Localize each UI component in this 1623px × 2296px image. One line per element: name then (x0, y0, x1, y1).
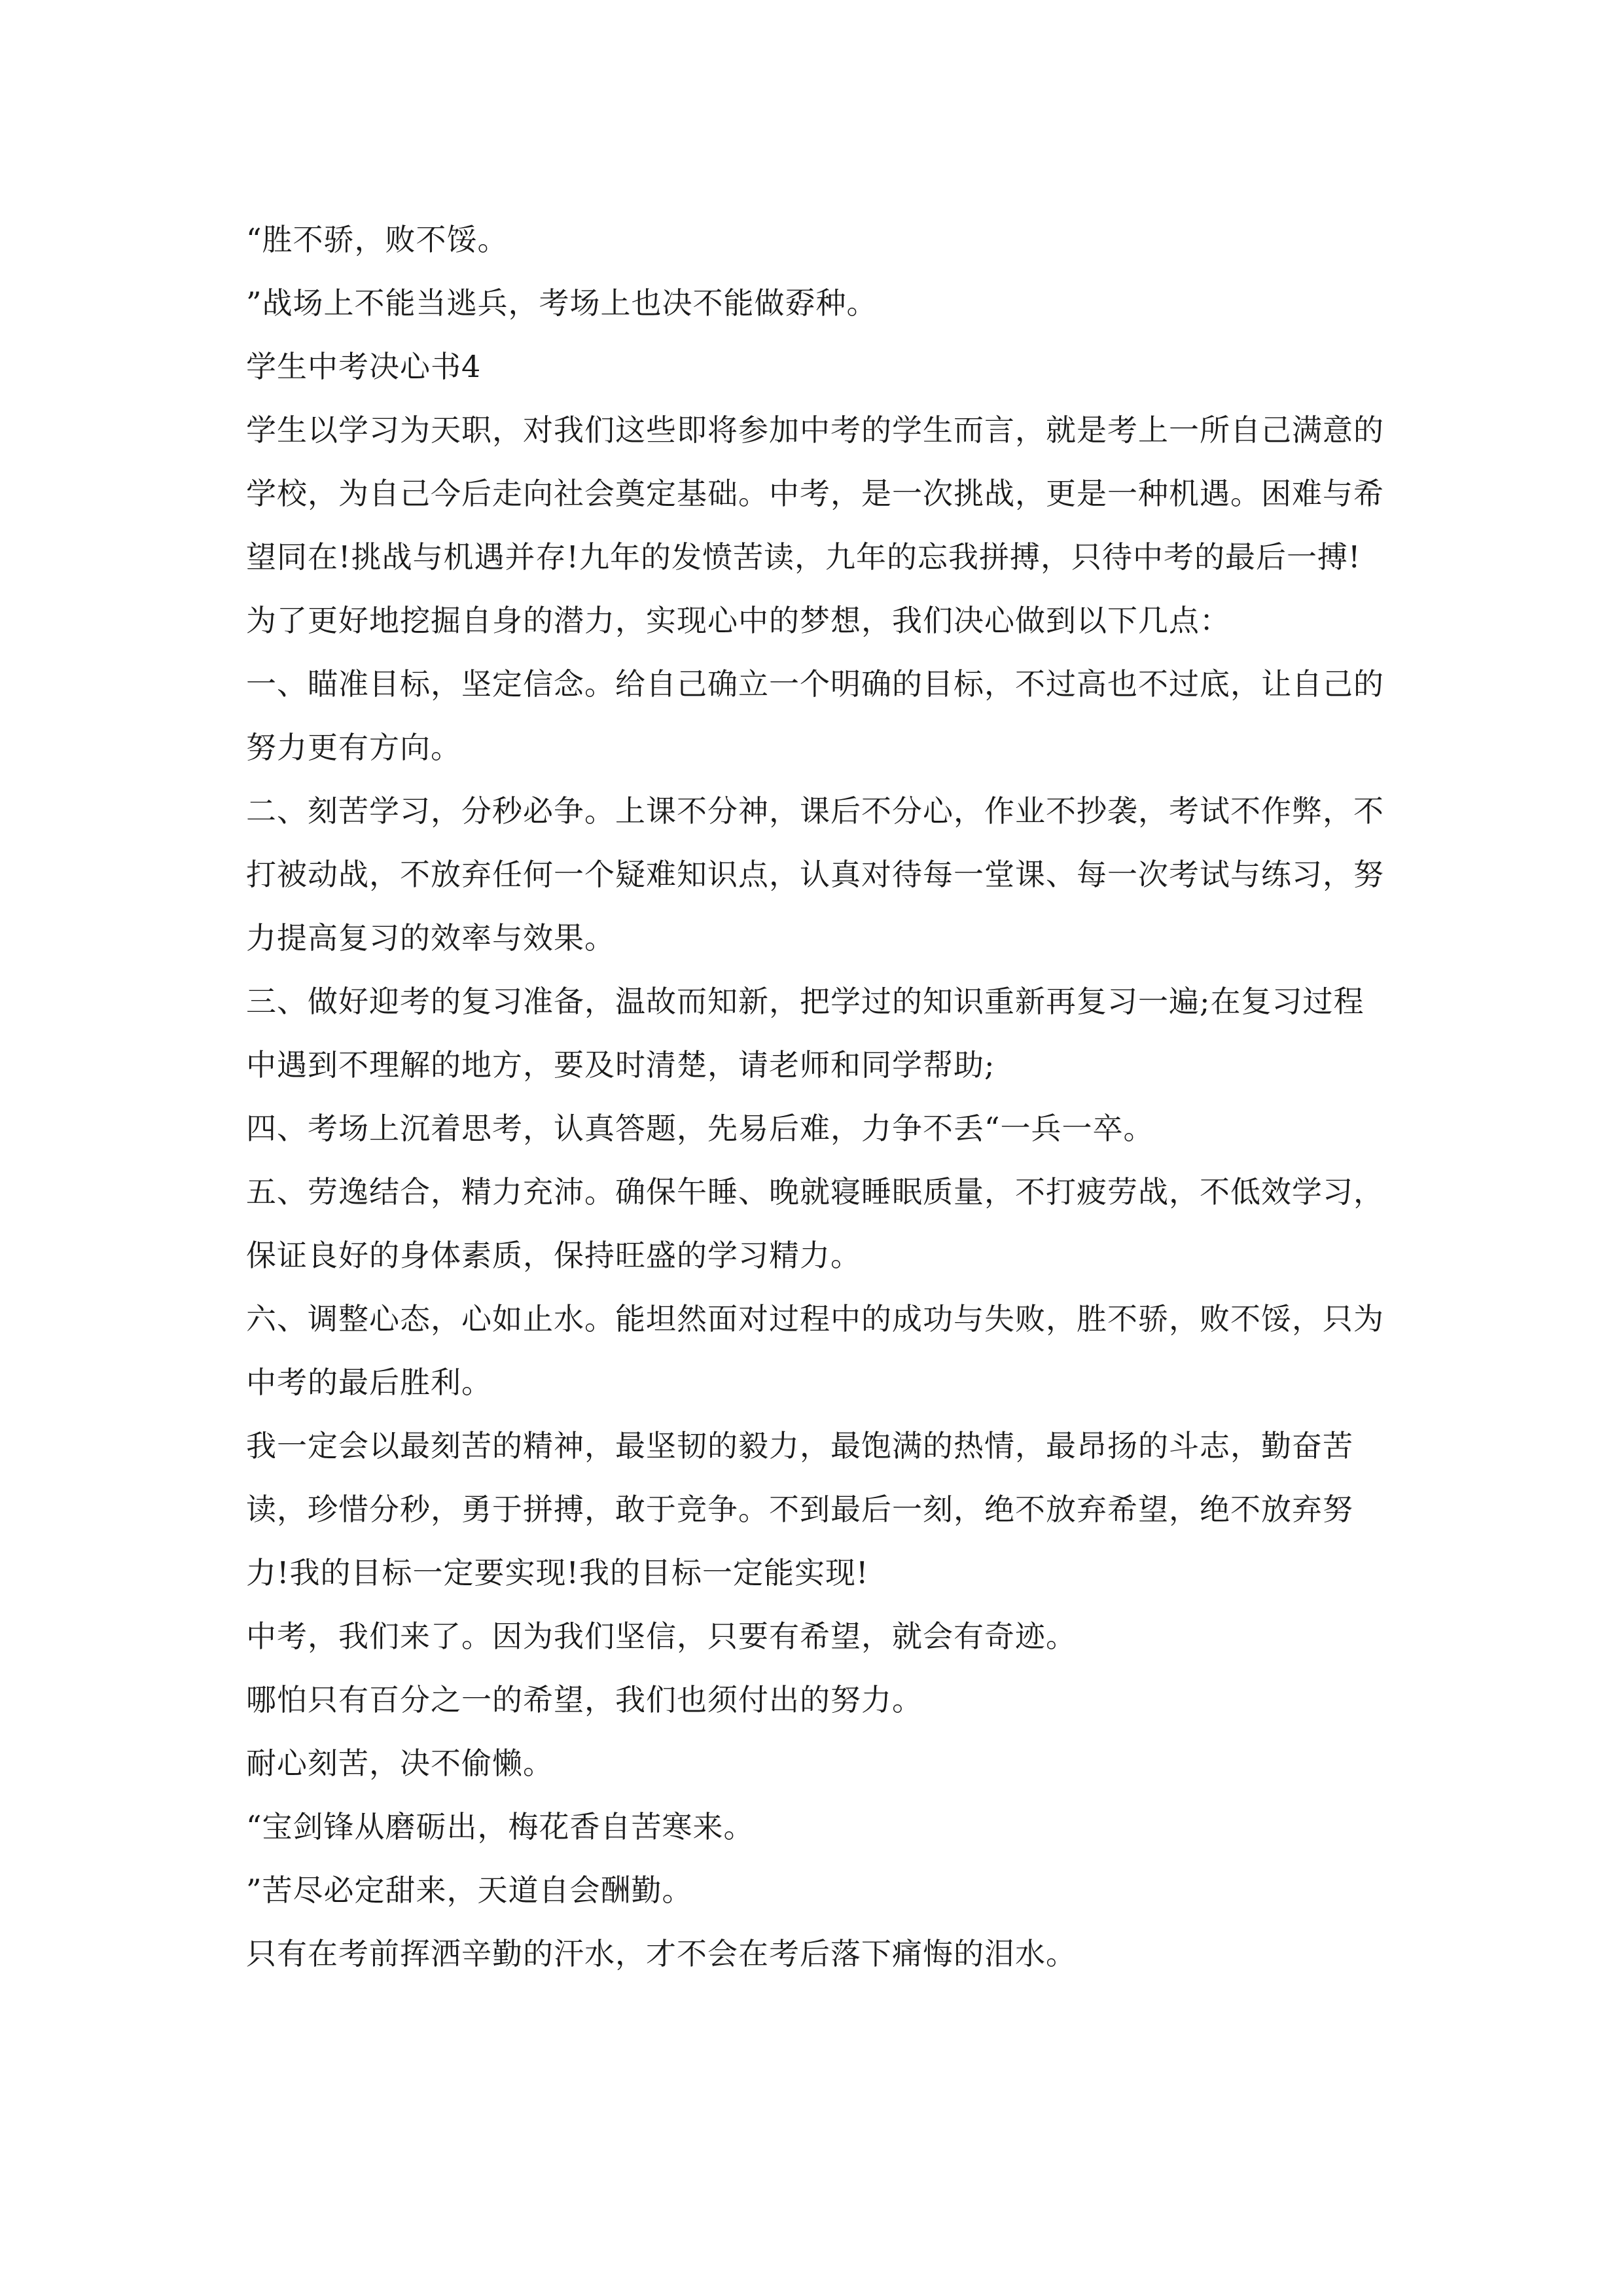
closing-line-2: 哪怕只有百分之一的希望，我们也须付出的努力。 (246, 1682, 923, 1717)
document-body (246, 208, 1385, 1986)
point-1-paragraph: 一、瞄准目标，坚定信念。给自己确立一个明确的目标，不过高也不过底，让自己的努力更有方向。 (246, 666, 1384, 765)
point-3-paragraph: 三、做好迎考的复习准备，温故而知新，把学过的知识重新再复习一遍;在复习过程中遇到不理解的地方，要及时清楚，请老师和同学帮助; (246, 984, 1364, 1083)
point-6-paragraph: 六、调整心态，心如止水。能坦然面对过程中的成功与失败，胜不骄，败不馁，只为中考的最后胜利。 (246, 1301, 1384, 1400)
quote-line-1: “胜不骄，败不馁。 (246, 222, 508, 257)
closing-line-1: 中考，我们来了。因为我们坚信，只要有希望，就会有奇迹。 (246, 1619, 1077, 1654)
point-4-paragraph: 四、考场上沉着思考，认真答题，先易后难，力争不丢“一兵一卒。 (246, 1111, 1154, 1146)
pledge-paragraph: 我一定会以最刻苦的精神，最坚韧的毅力，最饱满的热情，最昂扬的斗志，勤奋苦读，珍惜分秒，勇于拼搏，敢于竞争。不到最后一刻，绝不放弃希望，绝不放弃努力!我的目标一定要实现!我的目标一定能实现! (246, 1428, 1353, 1590)
intro-paragraph: 学生以学习为天职，对我们这些即将参加中考的学生而言，就是考上一所自己满意的学校，为自己今后走向社会奠定基础。中考，是一次挑战，更是一种机遇。困难与希望同在!挑战与机遇并存!九年的发愤苦读，九年的忘我拼搏，只待中考的最后一搏!为了更好地挖掘自身的潜力，实现心中的梦想，我们决心做到以下几点： (246, 412, 1384, 638)
quote-line-2: ”战场上不能当逃兵，考场上也决不能做孬种。 (246, 285, 878, 321)
section-heading: 学生中考决心书4 (246, 349, 482, 384)
closing-quote-1: “宝剑锋从磨砺出，梅花香自苦寒来。 (246, 1809, 755, 1844)
point-5-paragraph: 五、劳逸结合，精力充沛。确保午睡、晚就寝睡眠质量，不打疲劳战，不低效学习，保证良好的身体素质，保持旺盛的学习精力。 (246, 1174, 1384, 1273)
point-2-paragraph: 二、刻苦学习，分秒必争。上课不分神，课后不分心，作业不抄袭，考试不作弊，不打被动战，不放弃任何一个疑难知识点，认真对待每一堂课、每一次考试与练习，努力提高复习的效率与效果。 (246, 793, 1384, 956)
closing-line-3: 耐心刻苦，决不偷懒。 (246, 1746, 554, 1781)
closing-quote-2: ”苦尽必定甜来，天道自会酬勤。 (246, 1873, 693, 1908)
closing-line-4: 只有在考前挥洒辛勤的汗水，才不会在考后落下痛悔的泪水。 (246, 1936, 1077, 1971)
